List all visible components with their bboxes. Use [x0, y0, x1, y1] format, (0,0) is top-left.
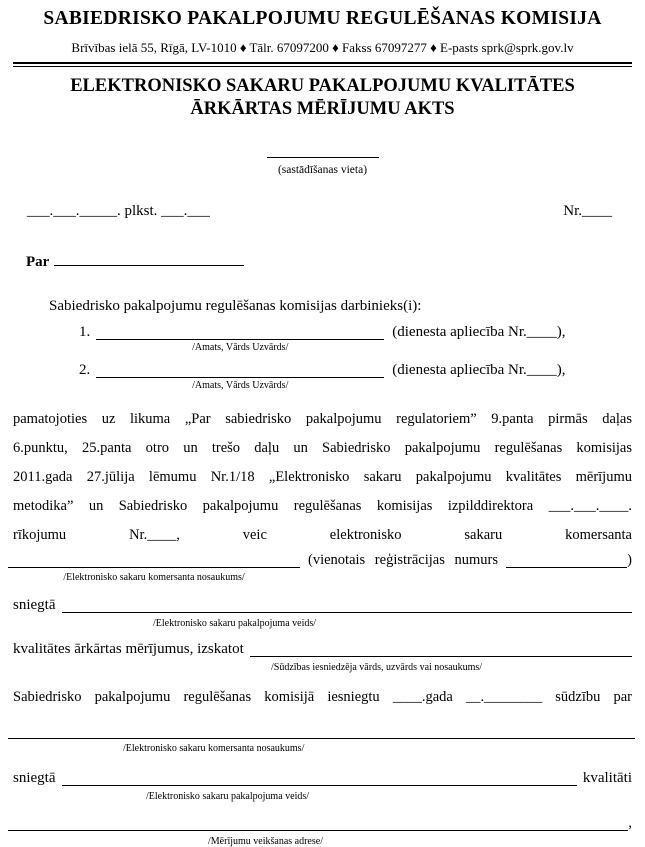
place-blank-line — [267, 145, 379, 158]
employee-1-name-caption: /Amats, Vārds Uzvārds/ — [192, 341, 289, 353]
measurement-address-row — [13, 815, 632, 832]
employee-2-credential-label: (dienesta apliecība Nr.____), — [392, 361, 566, 378]
service-type-row-2 — [13, 770, 632, 787]
operator-name-blank-line — [8, 552, 300, 568]
complaint-submitted-line: Sabiedrisko pakalpojumu regulēšanas komisijā iesniegtu ____.gada __.________ sūdzību par — [13, 688, 632, 705]
operator-registration-row — [8, 552, 632, 583]
registration-close-paren: ) — [627, 551, 632, 568]
complainant-caption: /Sūdzības iesniedzēja vārds, uzvārds vai nosaukums/ — [271, 661, 483, 673]
service-2-label: sniegtā — [13, 769, 56, 786]
place-block — [13, 145, 632, 177]
employee-2-name-caption: /Amats, Vārds Uzvārds/ — [192, 379, 289, 391]
operator-name-caption: /Elektronisko sakaru komersanta nosaukums/ — [63, 571, 245, 583]
service-2-blank-line — [62, 770, 577, 786]
place-caption: (sastādīšanas vieta) — [277, 164, 368, 177]
employee-1-credential-label: (dienesta apliecība Nr.____), — [392, 323, 566, 340]
service-1-label: sniegtā — [13, 596, 56, 613]
legal-line-4: metodika” un Sabiedrisko pakalpojumu regulēšanas komisijas izpilddirektora ___.___.____. — [13, 497, 632, 514]
employee-1-number: 1. — [79, 323, 91, 340]
employee-2-name-field — [96, 362, 384, 391]
complaint-review-row — [13, 641, 632, 658]
service-type-row-1 — [13, 597, 632, 614]
subject-label: Par — [26, 253, 50, 270]
service-1-blank-line — [62, 597, 633, 613]
service-1-caption: /Elektronisko sakaru pakalpojuma veids/ — [153, 617, 317, 629]
document-title — [13, 75, 632, 121]
document-title-line2: ĀRKĀRTAS MĒRĪJUMU AKTS — [190, 99, 455, 120]
complaint-review-label: kvalitātes ārkārtas mērījumus, izskatot — [13, 640, 244, 657]
legal-line-1: pamatojoties uz likuma „Par sabiedrisko pakalpojumu regulatoriem” 9.panta pirmās daļas — [13, 410, 632, 427]
act-number-blank: Nr.____ — [563, 202, 612, 219]
operator-2-name-blank-line — [8, 723, 635, 739]
measurement-address-comma: , — [628, 814, 632, 831]
org-address-line: Brīvības ielā 55, Rīgā, LV-1010 ♦ Tālr. 67097200 ♦ Fakss 67097277 ♦ E-pasts sprk@sprk.gov.lv — [71, 40, 574, 55]
employee-2-number: 2. — [79, 361, 91, 378]
operator-name-field — [8, 552, 300, 583]
measurement-address-caption: /Mērījumu veikšanas adrese/ — [208, 835, 323, 847]
subject-row — [26, 250, 632, 271]
date-time-blank: ___.___._____. plkst. ___.___ — [27, 202, 210, 219]
employee-row-2 — [79, 362, 632, 391]
employee-2-name-blank-line — [96, 362, 384, 378]
employee-1-name-blank-line — [96, 324, 384, 340]
complainant-blank-line — [250, 641, 632, 657]
legal-line-3: 2011.gada 27.jūlija lēmumu Nr.1/18 „Elektronisko sakaru pakalpojumu kvalitātes mērījumu — [13, 468, 632, 485]
employee-row-1 — [79, 324, 632, 353]
registration-number-blank-line — [506, 552, 627, 568]
legal-line-5: rīkojumu Nr.____, veic elektronisko sakaru komersanta — [13, 526, 632, 543]
date-number-row — [27, 203, 612, 220]
service-2-caption: /Elektronisko sakaru pakalpojuma veids/ — [146, 790, 310, 802]
employees-intro: Sabiedrisko pakalpojumu regulēšanas komisijas darbinieks(i): — [49, 297, 422, 314]
header-divider — [13, 62, 632, 67]
legal-paragraph — [13, 405, 632, 550]
subject-blank-line — [54, 250, 244, 266]
org-name: SABIEDRISKO PAKALPOJUMU REGULĒŠANAS KOMISIJA — [43, 8, 602, 29]
operator-2-name-caption: /Elektronisko sakaru komersanta nosaukums/ — [123, 742, 305, 754]
registration-number-label: (vienotais reģistrācijas numurs — [308, 551, 498, 568]
employee-1-name-field — [96, 324, 384, 353]
measurement-address-blank-line — [8, 815, 628, 831]
quality-label: kvalitāti — [582, 769, 632, 786]
legal-line-2: 6.punktu, 25.panta otro un trešo daļu un Sabiedrisko pakalpojumu regulēšanas komisijas — [13, 439, 632, 456]
document-title-line1: ELEKTRONISKO SAKARU PAKALPOJUMU KVALITĀTES — [70, 76, 575, 96]
